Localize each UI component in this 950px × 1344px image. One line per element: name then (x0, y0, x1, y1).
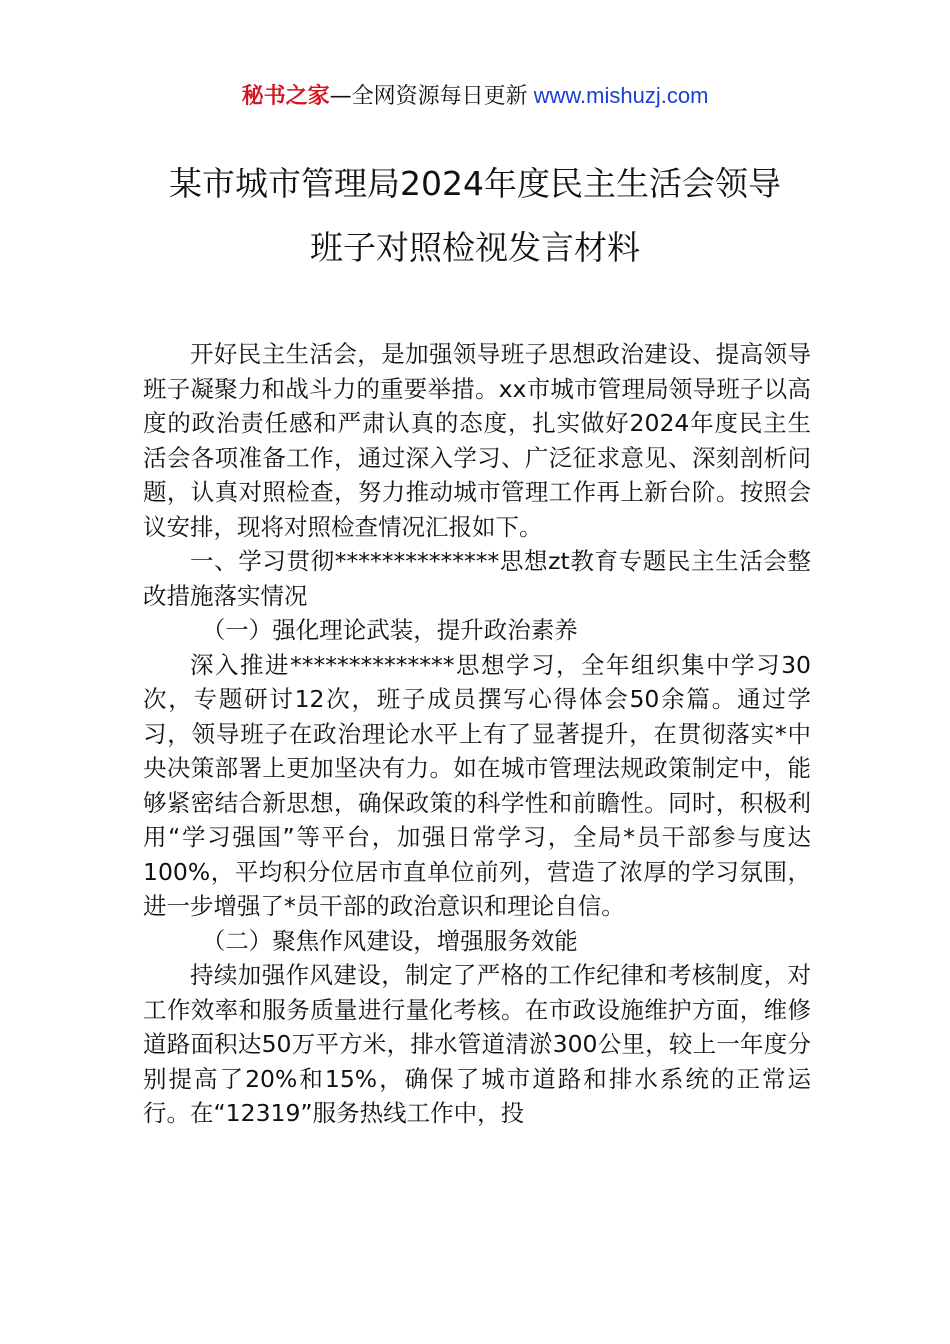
body-paragraph-1: 深入推进**************思想学习，全年组织集中学习30次，专题研讨12次，班子成员撰写心得体会50余篇。通过学习，领导班子在政治理论水平上有了显著提升，在贯彻落实*中央决策部署上更加坚决有力。如在城市管理法规政策制定中，能够紧密结合新思想，确保政策的科学性和前瞻性。同时，积极利用“学习强国”等平台，加强日常学习，全局*员干部参与度达100%，平均积分位居市直单位前列，营造了浓厚的学习氛围，进一步增强了*员干部的政治意识和理论自信。 (143, 650, 811, 920)
banner-slogan: —全网资源每日更新 (329, 84, 528, 109)
brand-name: 秘书之家 (241, 84, 330, 109)
document-title (0, 152, 950, 280)
document-body (143, 337, 811, 1131)
title-line-2: 班子对照检视发言材料 (310, 228, 640, 267)
site-url[interactable]: www.mishuzj.com (533, 83, 709, 108)
subsection-heading-1: （一）强化理论武装，提升政治素养 (201, 616, 578, 644)
section-heading-1: 一、学习贯彻**************思想zt教育专题民主生活会整改措施落实情况 (143, 547, 811, 610)
title-line-1: 某市城市管理局2024年度民主生活会领导 (169, 164, 781, 203)
intro-paragraph: 开好民主生活会，是加强领导班子思想政治建设、提高领导班子凝聚力和战斗力的重要举措。xx市城市管理局领导班子以高度的政治责任感和严肃认真的态度，扎实做好2024年度民主生活会各项准备工作，通过深入学习、广泛征求意见、深刻剖析问题，认真对照检查，努力推动城市管理工作再上新台阶。按照会议安排，现将对照检查情况汇报如下。 (143, 340, 811, 541)
site-banner (0, 80, 950, 113)
body-paragraph-2: 持续加强作风建设，制定了严格的工作纪律和考核制度，对工作效率和服务质量进行量化考核。在市政设施维护方面，维修道路面积达50万平方米，排水管道清淤300公里，较上一年度分别提高了20%和15%，确保了城市道路和排水系统的正常运行。在“12319”服务热线工作中，投 (143, 961, 811, 1127)
subsection-heading-2: （二）聚焦作风建设，增强服务效能 (201, 926, 578, 955)
